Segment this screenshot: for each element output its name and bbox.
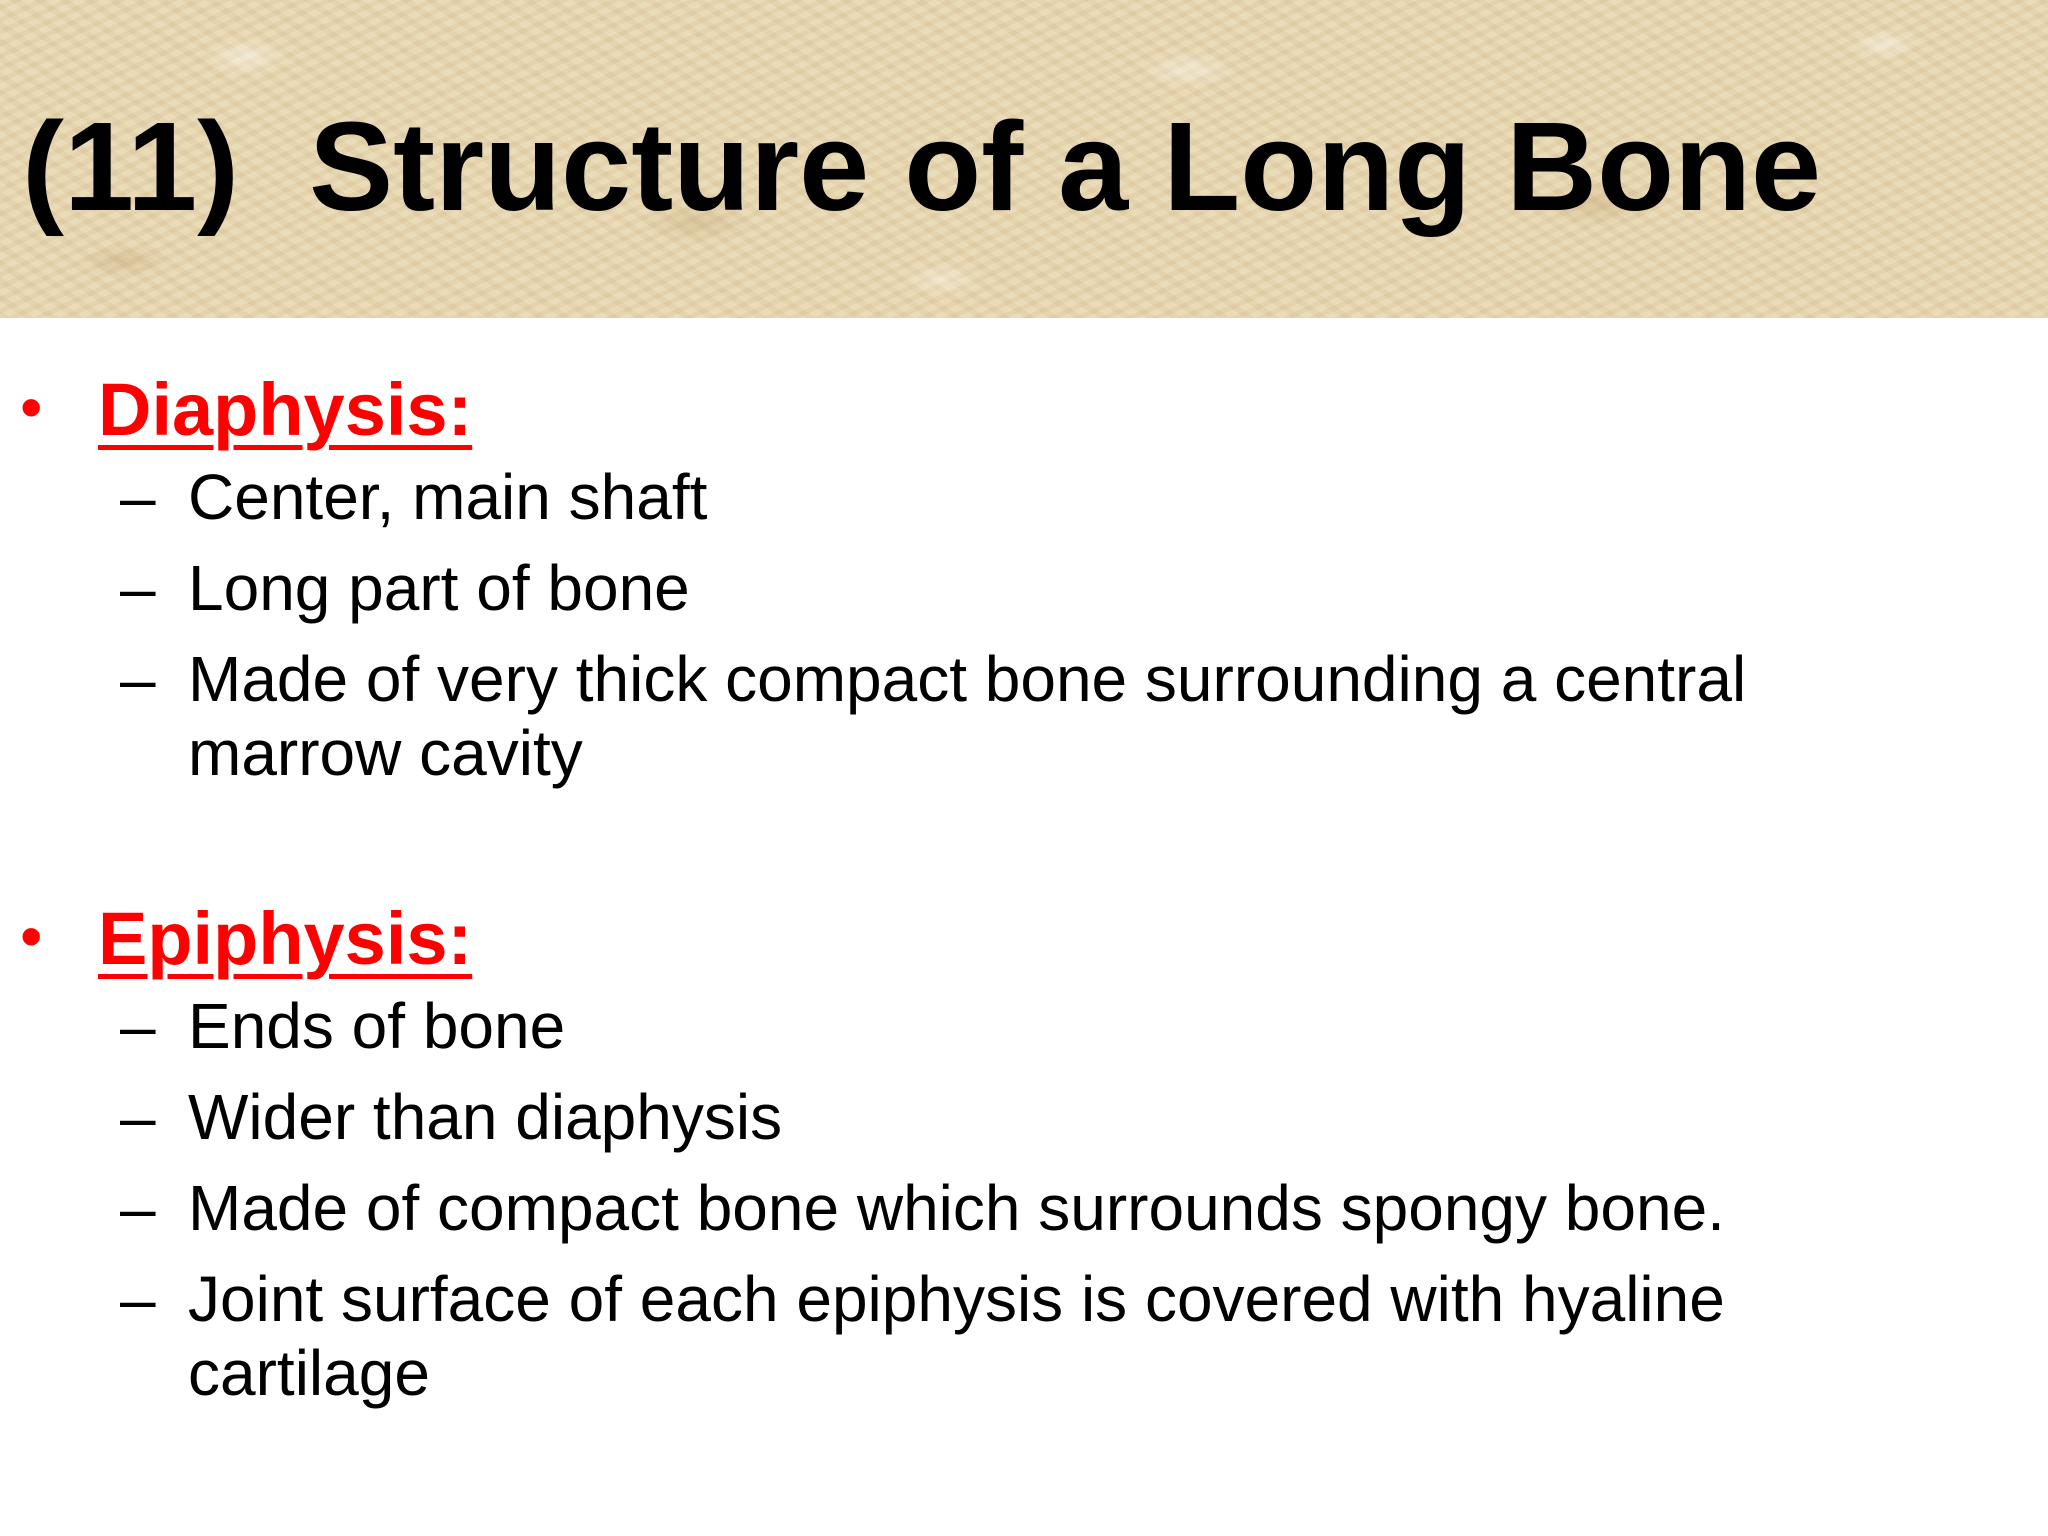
list-item-text: Joint surface of each epiphysis is covered with hyaline cartilage <box>188 1263 1725 1409</box>
section-epiphysis <box>0 889 2048 1410</box>
list-item <box>0 1171 2048 1245</box>
list-item <box>0 1080 2048 1154</box>
dash-icon: – <box>120 461 156 533</box>
section-heading-row <box>0 889 2048 989</box>
section-heading: Epiphysis: <box>98 897 473 980</box>
list-item-text: Center, main shaft <box>188 461 708 533</box>
dash-icon: – <box>120 1081 156 1153</box>
list-item <box>0 551 2048 625</box>
list-item <box>0 989 2048 1063</box>
list-item-text: Made of compact bone which surrounds spongy bone. <box>188 1172 1725 1244</box>
dash-icon: – <box>120 643 156 715</box>
sub-bullet-list <box>0 460 2048 790</box>
bullet-icon: • <box>20 900 43 972</box>
title-background-texture <box>0 0 2048 318</box>
list-item <box>0 1262 2048 1410</box>
list-item <box>0 642 2048 790</box>
list-item-text: Wider than diaphysis <box>188 1081 783 1153</box>
dash-icon: – <box>120 552 156 624</box>
list-item-text: Made of very thick compact bone surrounding a central marrow cavity <box>188 643 1747 789</box>
slide-title: (11) Structure of a Long Bone <box>22 96 1822 237</box>
list-item-text: Ends of bone <box>188 990 566 1062</box>
section-diaphysis <box>0 360 2048 790</box>
dash-icon: – <box>120 1263 156 1335</box>
section-heading-row <box>0 360 2048 460</box>
sub-bullet-list <box>0 989 2048 1410</box>
section-spacer <box>0 807 2048 889</box>
list-item-text: Long part of bone <box>188 552 690 624</box>
bullet-icon: • <box>20 371 43 443</box>
list-item <box>0 460 2048 534</box>
dash-icon: – <box>120 990 156 1062</box>
dash-icon: – <box>120 1172 156 1244</box>
section-heading: Diaphysis: <box>98 368 473 451</box>
slide-content <box>0 360 2048 1427</box>
